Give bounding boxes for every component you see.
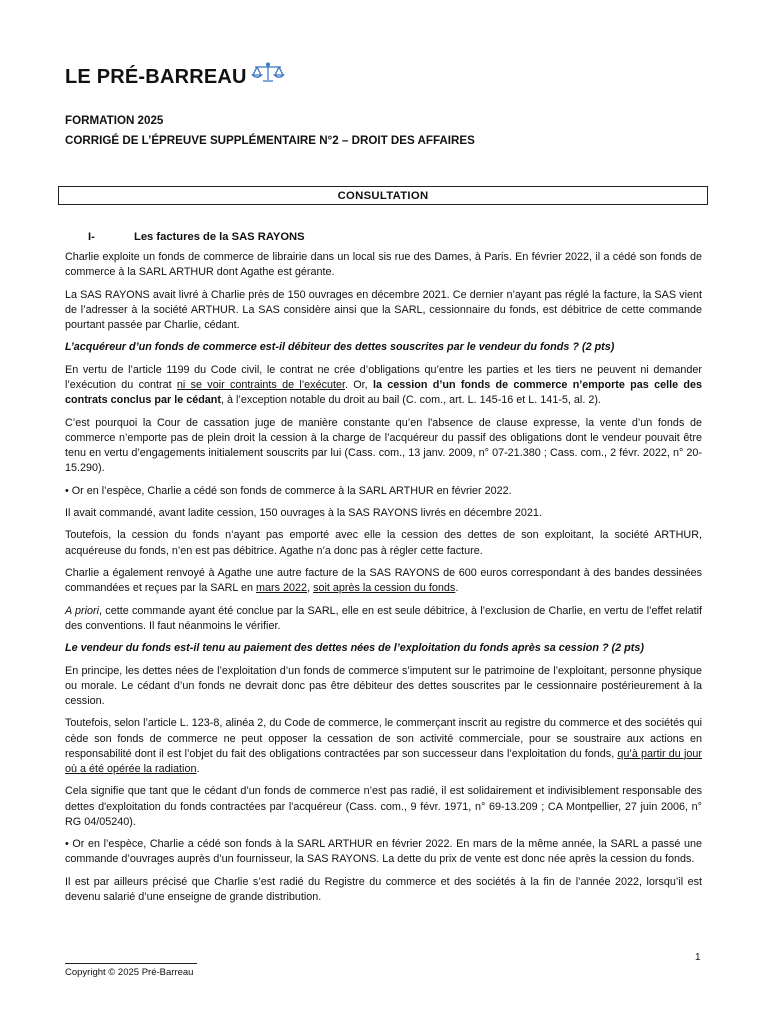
paragraph: Il avait commandé, avant ladite cession, 150 ouvrages à la SAS RAYONS livrés en décembre 2021.	[65, 506, 542, 519]
brand-title: LE PRÉ-BARREAU	[65, 66, 247, 88]
underlined-text: qu’à partir du jour où a été opérée la radiation	[65, 747, 702, 775]
paragraph	[65, 363, 702, 409]
page-number: 1	[695, 952, 701, 963]
paragraph: La SAS RAYONS avait livré à Charlie près de 150 ouvrages en décembre 2021. Ce dernier n’ayant pas réglé la facture, la SAS vient de l’adresser à la société ARTHUR. La SAS considère ainsi que la SARL, cessionnaire du fonds, est débitrice de cette commande pourtant passée par Charlie, cédant.	[65, 288, 702, 331]
underlined-text: soit après la cession du fonds	[313, 582, 456, 595]
text-run: En vertu de l’article 1199 du Code civil, le contrat ne crée d’obligations qu’entre les parties et les tiers ne peuvent ni demander l’exécution du contrat	[65, 363, 702, 391]
italic-text: A priori	[65, 604, 100, 617]
document-body	[65, 250, 702, 912]
paragraph: Cela signifie que tant que le cédant d’un fonds de commerce n’est pas radié, il est solidairement et indivisiblement responsable des dettes d'exploitation du fonds contractées par l'acquéreur (Cass. com., 9 févr. 1971, n° 69-13.209 ; CA Montpellier, 27 juin 2006, n° RG 04/05240).	[65, 785, 702, 828]
text-run: .	[196, 762, 200, 775]
underlined-text: mars 2022	[256, 582, 308, 595]
text-run: ,	[307, 582, 314, 595]
paragraph	[65, 566, 702, 596]
brand-header	[65, 66, 285, 89]
text-run: Toutefois, selon l’article L. 123-8, alinéa 2, du Code de commerce, le commerçant inscrit au registre du commerce et des sociétés qui cède son fonds de commerce ne peut opposer la cessation de son activité commerciale, pour se soustraire aux actions en responsabilité dont il est l’objet du fait des obligations contractées par son successeur dans l’exploitation du fonds,	[65, 717, 702, 760]
section-number: I-	[88, 231, 95, 243]
copyright: Copyright © 2025 Pré-Barreau	[65, 967, 194, 978]
paragraph	[65, 604, 702, 634]
text-run: , à l’exception notable du droit au bail (C. com., art. L. 145-16 et L. 141-5, al. 2).	[221, 394, 601, 407]
consultation-box	[58, 186, 708, 205]
paragraph: Toutefois, la cession du fonds n’ayant pas emporté avec elle la cession des dettes de son exploitant, la société ARTHUR, acquéreuse du fonds, n’en est pas débitrice. Agathe n’a donc pas à régler cette facture.	[65, 529, 702, 557]
paragraph	[65, 716, 702, 777]
paragraph: Charlie exploite un fonds de commerce de librairie dans un local sis rue des Dames, à Paris. En février 2022, il a cédé son fonds de commerce à la SARL ARTHUR dont Agathe est gérante.	[65, 251, 702, 279]
paragraph: Il est par ailleurs précisé que Charlie s’est radié du Registre du commerce et des sociétés à la fin de l’année 2022, lorsqu’il est devenu salarié d’une enseigne de grande distribution.	[65, 875, 702, 903]
text-run: .	[455, 582, 459, 595]
paragraph: C’est pourquoi la Cour de cassation juge de manière constante qu’en l'absence de clause expresse, la vente d’un fonds de commerce n’emporte pas de plein droit la cession à la charge de l’acquéreur du passif des obligations dont le vendeur pouvait être tenu en vertu d’engagements initialement souscrits par lui (Cass. com., 13 janv. 2009, n° 07-21.380 ; Cass. com., 2 févr. 2022, n° 20-15.290).	[65, 416, 702, 475]
exam-title: CORRIGÉ DE L’ÉPREUVE SUPPLÉMENTAIRE N°2 – DROIT DES AFFAIRES	[65, 134, 475, 147]
formation-title: FORMATION 2025	[65, 114, 164, 127]
footer-divider	[65, 963, 197, 964]
paragraph: En principe, les dettes nées de l’exploitation d’un fonds de commerce s’imputent sur le patrimoine de l’exploitant, personne physique ou morale. Le cédant d’un fonds ne devrait donc pas être débiteur des dettes souscrites par le cessionnaire postérieurement à la cession.	[65, 664, 702, 707]
underlined-text: ni se voir contraints de l’exécuter	[176, 378, 345, 391]
paragraph: • Or en l’espèce, Charlie a cédé son fonds de commerce à la SARL ARTHUR en février 2022.	[65, 484, 512, 497]
text-run: , cette commande ayant été conclue par la SARL, elle en est seule débitrice, à l’exclusion de Charlie, en vertu de l’effet relatif des conventions. Il faut néanmoins le vérifier.	[65, 604, 702, 632]
scales-of-justice-icon	[251, 62, 285, 89]
consultation-title: CONSULTATION	[337, 189, 429, 202]
paragraph: • Or en l’espèce, Charlie a cédé son fonds à la SARL ARTHUR en février 2022. En mars de la même année, la SARL a passé une commande d’ouvrages auprès d’un fournisseur, la SAS RAYONS. La dette du prix de vente est donc née après la cession du fonds.	[65, 838, 702, 866]
question-heading: L’acquéreur d’un fonds de commerce est-il débiteur des dettes souscrites par le vendeur du fonds ? (2 pts)	[65, 341, 615, 354]
bold-text: la cession d’un fonds de commerce n’emporte pas celle des contrats conclus par le cédant	[65, 378, 702, 407]
text-run: Charlie a également renvoyé à Agathe une autre facture de la SAS RAYONS de 600 euros correspondant à des bandes dessinées commandées et reçues par la SARL en	[65, 566, 702, 595]
section-heading	[88, 231, 305, 243]
question-heading: Le vendeur du fonds est-il tenu au paiement des dettes nées de l’exploitation du fonds après sa cession ? (2 pts)	[65, 642, 644, 655]
section-title: Les factures de la SAS RAYONS	[134, 231, 305, 243]
text-run: . Or,	[344, 378, 373, 391]
